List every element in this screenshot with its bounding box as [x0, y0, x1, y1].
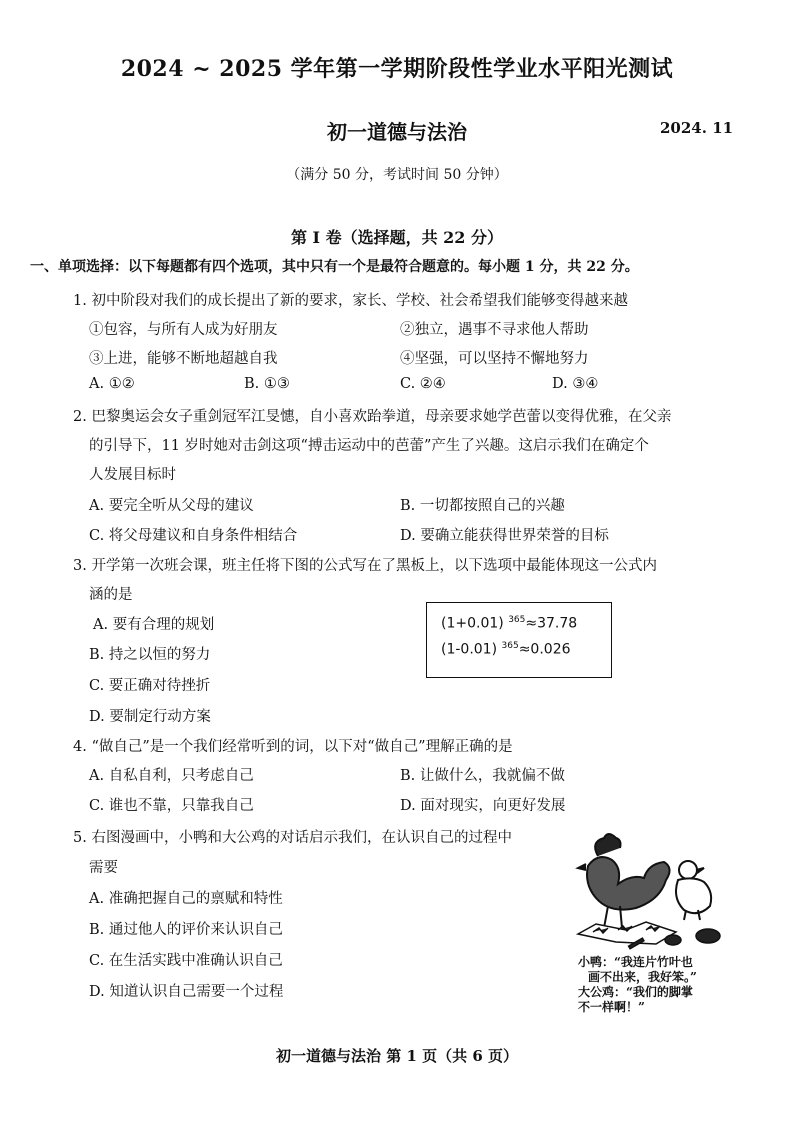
q3-stem-line: 3. 开学第一次班会课，班主任将下图的公式写在了黑板上，以下选项中最能体现这一公式内: [73, 558, 657, 574]
score-info: （满分 50 分，考试时间 50 分钟）: [286, 167, 508, 183]
formula-line-2: (1-0.01) $^{365}$≈0.026: [441, 641, 571, 658]
cartoon-caption: [578, 955, 697, 1015]
q5-stem-line: 需要: [89, 860, 118, 876]
q1-item: ②独立，遇事不寻求他人帮助: [400, 322, 589, 338]
q5-option-b: B. 通过他人的评价来认识自己: [89, 922, 283, 938]
q3-option-d: D. 要制定行动方案: [89, 709, 211, 725]
q4-option-d: D. 面对现实，向更好发展: [400, 798, 566, 814]
q4-option-a: A. 自私自利，只考虑自己: [89, 768, 254, 784]
q2-stem-line: 2. 巴黎奥运会女子重剑冠军江旻憓，自小喜欢跆拳道，母亲要求她学芭蕾以变得优雅，在父亲: [73, 409, 672, 425]
q5-option-a: A. 准确把握自己的禀赋和特性: [89, 891, 283, 907]
q1-option-d: D. ③④: [552, 376, 599, 392]
exam-title: 2024 ~ 2025 学年第一学期阶段性学业水平阳光测试: [120, 56, 674, 82]
q2-option-a: A. 要完全听从父母的建议: [89, 498, 254, 514]
q1-option-c: C. ②④: [400, 376, 446, 392]
q3-stem-line: 涵的是: [89, 587, 133, 603]
q5-stem-line: 5. 右图漫画中，小鸭和大公鸡的对话启示我们，在认识自己的过程中: [73, 830, 512, 846]
caption-line: 不一样啊！”: [578, 1000, 645, 1014]
q2-stem-line: 的引导下，11 岁时她对击剑这项“搏击运动中的芭蕾”产生了兴趣。这启示我们在确定个: [89, 438, 649, 454]
caption-line: 大公鸡：“我们的脚掌: [578, 985, 693, 999]
q4-option-c: C. 谁也不靠，只靠我自己: [89, 798, 254, 814]
q3-option-b: B. 持之以恒的努力: [89, 647, 211, 663]
q1-option-b: B. ①③: [244, 376, 290, 392]
caption-line: 小鸭：“我连片竹叶也: [578, 955, 693, 969]
subject-title: 初一道德与法治: [327, 120, 467, 144]
formula-box: [426, 602, 612, 678]
q2-option-c: C. 将父母建议和自身条件相结合: [89, 528, 298, 544]
section-instruction: 一、单项选择：以下每题都有四个选项，其中只有一个是最符合题意的。每小题 1 分，共 22 分。: [30, 259, 639, 275]
rooster-duck-cartoon: [558, 826, 728, 951]
formula-line-1: (1+0.01) $^{365}$≈37.78: [441, 615, 578, 632]
exam-date: 2024. 11: [660, 119, 734, 137]
q1-option-a: A. ①②: [89, 376, 135, 392]
q1-stem: 1. 初中阶段对我们的成长提出了新的要求，家长、学校、社会希望我们能够变得越来越: [73, 293, 628, 309]
q4-option-b: B. 让做什么，我就偏不做: [400, 768, 565, 784]
q1-item: ①包容，与所有人成为好朋友: [89, 322, 278, 338]
q3-option-c: C. 要正确对待挫折: [89, 678, 211, 694]
duck-illustration: [676, 861, 711, 920]
q3-option-a: A. 要有合理的规划: [93, 617, 215, 633]
rooster-illustration: [578, 834, 670, 934]
q2-option-d: D. 要确立能获得世界荣誉的目标: [400, 528, 609, 544]
q5-option-c: C. 在生活实践中准确认识自己: [89, 953, 283, 969]
q2-stem-line: 人发展目标时: [89, 467, 176, 483]
page-footer: 初一道德与法治 第 1 页（共 6 页）: [276, 1047, 518, 1065]
q2-option-b: B. 一切都按照自己的兴趣: [400, 498, 565, 514]
q5-option-d: D. 知道认识自己需要一个过程: [89, 984, 284, 1000]
q4-stem: 4. “做自己”是一个我们经常听到的词，以下对“做自己”理解正确的是: [73, 739, 513, 755]
footprint-drawings: [578, 922, 720, 949]
section-title: 第 Ⅰ 卷（选择题，共 22 分）: [290, 228, 504, 247]
q1-item: ④坚强，可以坚持不懈地努力: [400, 351, 589, 367]
q1-item: ③上进，能够不断地超越自我: [89, 351, 278, 367]
caption-line: 画不出来，我好笨。”: [588, 970, 697, 984]
